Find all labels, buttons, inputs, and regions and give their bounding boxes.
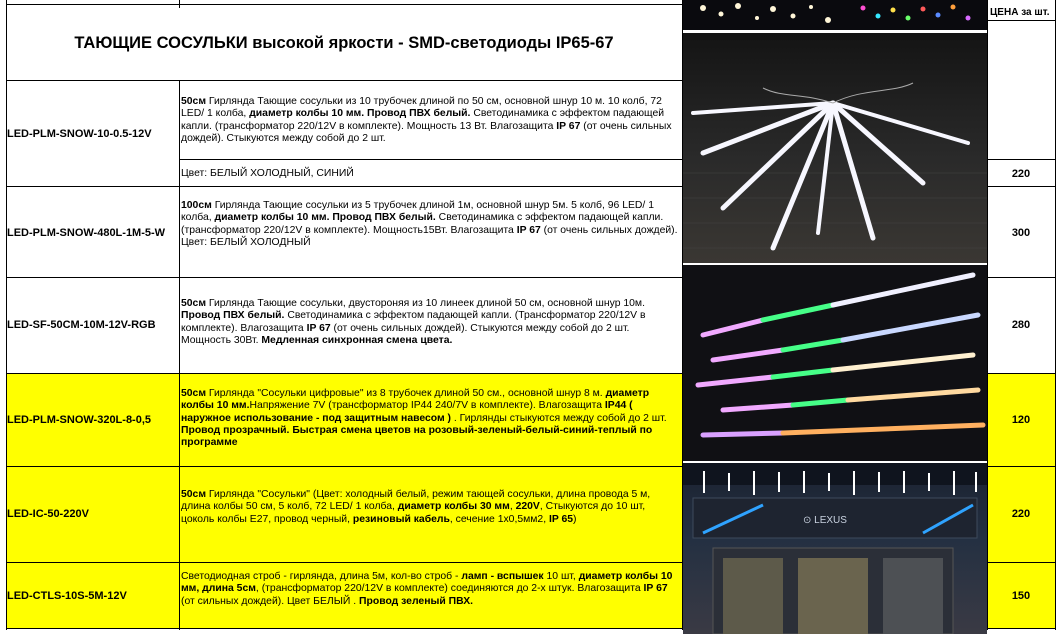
row-divider — [6, 80, 683, 81]
page-title: ТАЮЩИЕ СОСУЛЬКИ высокой яркости - SMD-светодиоды IP65-67 — [74, 34, 614, 52]
code-column-divider — [179, 80, 180, 630]
price-row-divider — [987, 277, 1056, 278]
product-price: 280 — [1011, 319, 1031, 331]
row-divider — [179, 159, 683, 160]
christmas-lights-photo — [683, 0, 987, 30]
row-divider — [6, 373, 683, 374]
row-divider — [6, 562, 683, 563]
svg-text:⊙ LEXUS: ⊙ LEXUS — [803, 515, 847, 526]
row-divider — [6, 466, 683, 467]
product-price: 220 — [1011, 168, 1031, 180]
product-color: Цвет: БЕЛЫЙ ХОЛОДНЫЙ, СИНИЙ — [181, 168, 354, 179]
row-divider — [6, 277, 683, 278]
product-description: 50см Гирлянда Тающие сосульки из 10 трубочек длиной по 50 см, основной шнур 10 м. 10 колб, 72 LED/ 1 колба, диаметр колбы 10 мм. Провод ПВХ белый. Светодинамика с эффектом падающей капли. (трансформатор 220/12V в комплекте). Мощность 13 Вт. Влагозащита IP 67 (от очень сильных дождей). Стыкуются между собой до 2 шт. — [181, 96, 672, 144]
price-row-divider — [987, 159, 1056, 160]
row-divider — [6, 186, 683, 187]
product-code: LED-CTLS-10S-5M-12V — [7, 590, 127, 602]
product-description: 100см Гирлянда Тающие сосульки из 5 трубочек длиной 1м, основной шнур 5м. 5 колб, 96 LED/ 1 колба, диаметр колбы 10 мм. Провод ПВХ белый. Светодинамика с эффектом падающей капли. (трансформатор 220/12V в комплекте). Мощность15Вт. Влагозащита IP 67 (от очень сильных дождей). Цвет: БЕЛЫЙ ХОЛОДНЫЙ — [181, 200, 678, 248]
price-row-divider — [987, 628, 1056, 629]
price-row-divider — [987, 373, 1056, 374]
product-description: Светодиодная строб - гирлянда, длина 5м, кол-во строб - ламп - вспышек 10 шт, диаметр колбы 10 мм, длина 5см, (трансформатор 220/12V в комплекте) соединяются до 2-х штук. Влагозащита IP 67 (от сильных дождей). Цвет БЕЛЫЙ . Провод зеленый ПВХ. — [181, 571, 673, 607]
white-icicle-lights-photo — [683, 33, 987, 263]
product-price: 220 — [1011, 508, 1031, 520]
product-code: LED-PLM-SNOW-480L-1M-5-W — [7, 227, 166, 239]
product-code: LED-IC-50-220V — [7, 508, 89, 520]
price-column-header: ЦЕНА за шт. — [990, 7, 1050, 18]
product-description: 50см Гирлянда "Сосульки" (Цвет: холодный белый, режим тающей сосульки, длина провода 5 м, длина колбы 50 см, 5 колб, 72 LED/ 1 колба, диаметр колбы 30 мм, 220V, Стыкуются до 10 шт, цоколь колбы Е27, провод черный, резиновый кабель, сечение 1х0,5мм2, IP 65) — [181, 489, 651, 525]
lexus-building-icicle-lights-photo — [683, 463, 987, 634]
product-code: LED-PLM-SNOW-10-0.5-12V — [7, 128, 152, 140]
product-price: 120 — [1011, 414, 1031, 426]
product-price: 300 — [1011, 227, 1031, 239]
price-row-divider — [987, 466, 1056, 467]
row-divider — [6, 628, 683, 629]
table-border-left — [6, 0, 7, 630]
product-code: LED-SF-50CM-10M-12V-RGB — [7, 319, 156, 331]
price-border-left — [987, 0, 988, 630]
price-border-right — [1055, 0, 1056, 630]
price-row-divider — [987, 562, 1056, 563]
product-description: 50см Гирлянда Тающие сосульки, двустороняя из 10 линеек длиной 50 см, основной шнур 10м. Провод ПВХ белый. Светодинамика с эффектом падающей капли. (Трансформатор 220/12V в комплекте). Влагозащита IP 67 (от очень сильных дождей). Стыкуются между собой до 2 шт. Мощность 30Вт. Медленная синхронная смена цвета. — [181, 298, 646, 346]
rgb-icicle-lights-photo — [683, 265, 987, 461]
product-description: 50см Гирлянда "Сосульки цифровые" из 8 трубочек длиной 50 см., основной шнур 8 м. диаметр колбы 10 мм.Напряжение 7V (трансформатор IP44 240/7V в комплекте). Влагозащита IP44 ( наружное использование - под защитным навесом ) . Гирлянды стыкуются между собой до 2 шт. Провод прозрачный. Быстрая смена цветов на розовый-зеленый-белый-синий-теплый по программе — [181, 388, 667, 449]
product-price: 150 — [1011, 590, 1031, 602]
product-code: LED-PLM-SNOW-320L-8-0,5 — [7, 414, 152, 426]
row-divider — [6, 4, 683, 5]
price-row-divider — [987, 186, 1056, 187]
price-row-divider — [987, 20, 1056, 21]
